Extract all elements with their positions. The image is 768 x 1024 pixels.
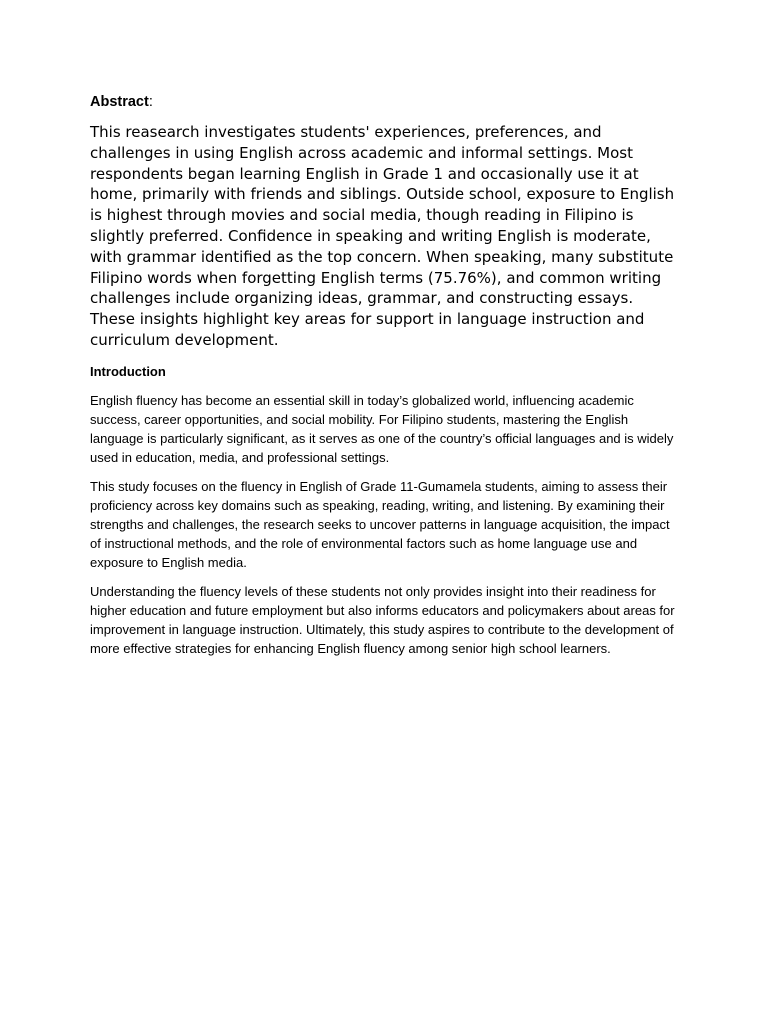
abstract-heading-label: Abstract [90, 94, 149, 110]
introduction-heading: Introduction [90, 363, 166, 379]
introduction-paragraph-3: Understanding the fluency levels of these students not only provides insight into their readiness for higher education and future employment but also informs educators and policymakers about areas for improvement in language instruction. Ultimately, this study aspires to contribute to the development of more effective strategies for enhancing English fluency among senior high school learners. [90, 583, 675, 656]
abstract-heading [90, 92, 680, 112]
abstract-heading-colon: : [148, 94, 153, 110]
document-page [90, 92, 680, 668]
abstract-body: This reasearch investigates students' experiences, preferences, and challenges in using English across academic and informal settings. Most respondents began learning English in Grade 1 and occasionally use it at home, primarily with friends and siblings. Outside school, exposure to English is highest through movies and social media, though reading in Filipino is slightly preferred. Confidence in speaking and writing English is moderate, with grammar identified as the top concern. When speaking, many substitute Filipino words when forgetting English terms (75.76%), and common writing challenges include organizing ideas, grammar, and constructing essays. These insights highlight key areas for support in language instruction and curriculum development. [90, 123, 675, 349]
introduction-paragraph-2: This study focuses on the fluency in English of Grade 11-Gumamela students, aiming to assess their proficiency across key domains such as speaking, reading, writing, and listening. By examining their strengths and challenges, the research seeks to uncover patterns in language acquisition, the impact of instructional methods, and the role of environmental factors such as home language use and exposure to English media. [90, 478, 670, 570]
introduction-paragraph-1: English fluency has become an essential skill in today’s globalized world, influencing academic success, career opportunities, and social mobility. For Filipino students, mastering the English language is particularly significant, as it serves as one of the country’s official languages and is widely used in education, media, and professional settings. [90, 392, 674, 465]
